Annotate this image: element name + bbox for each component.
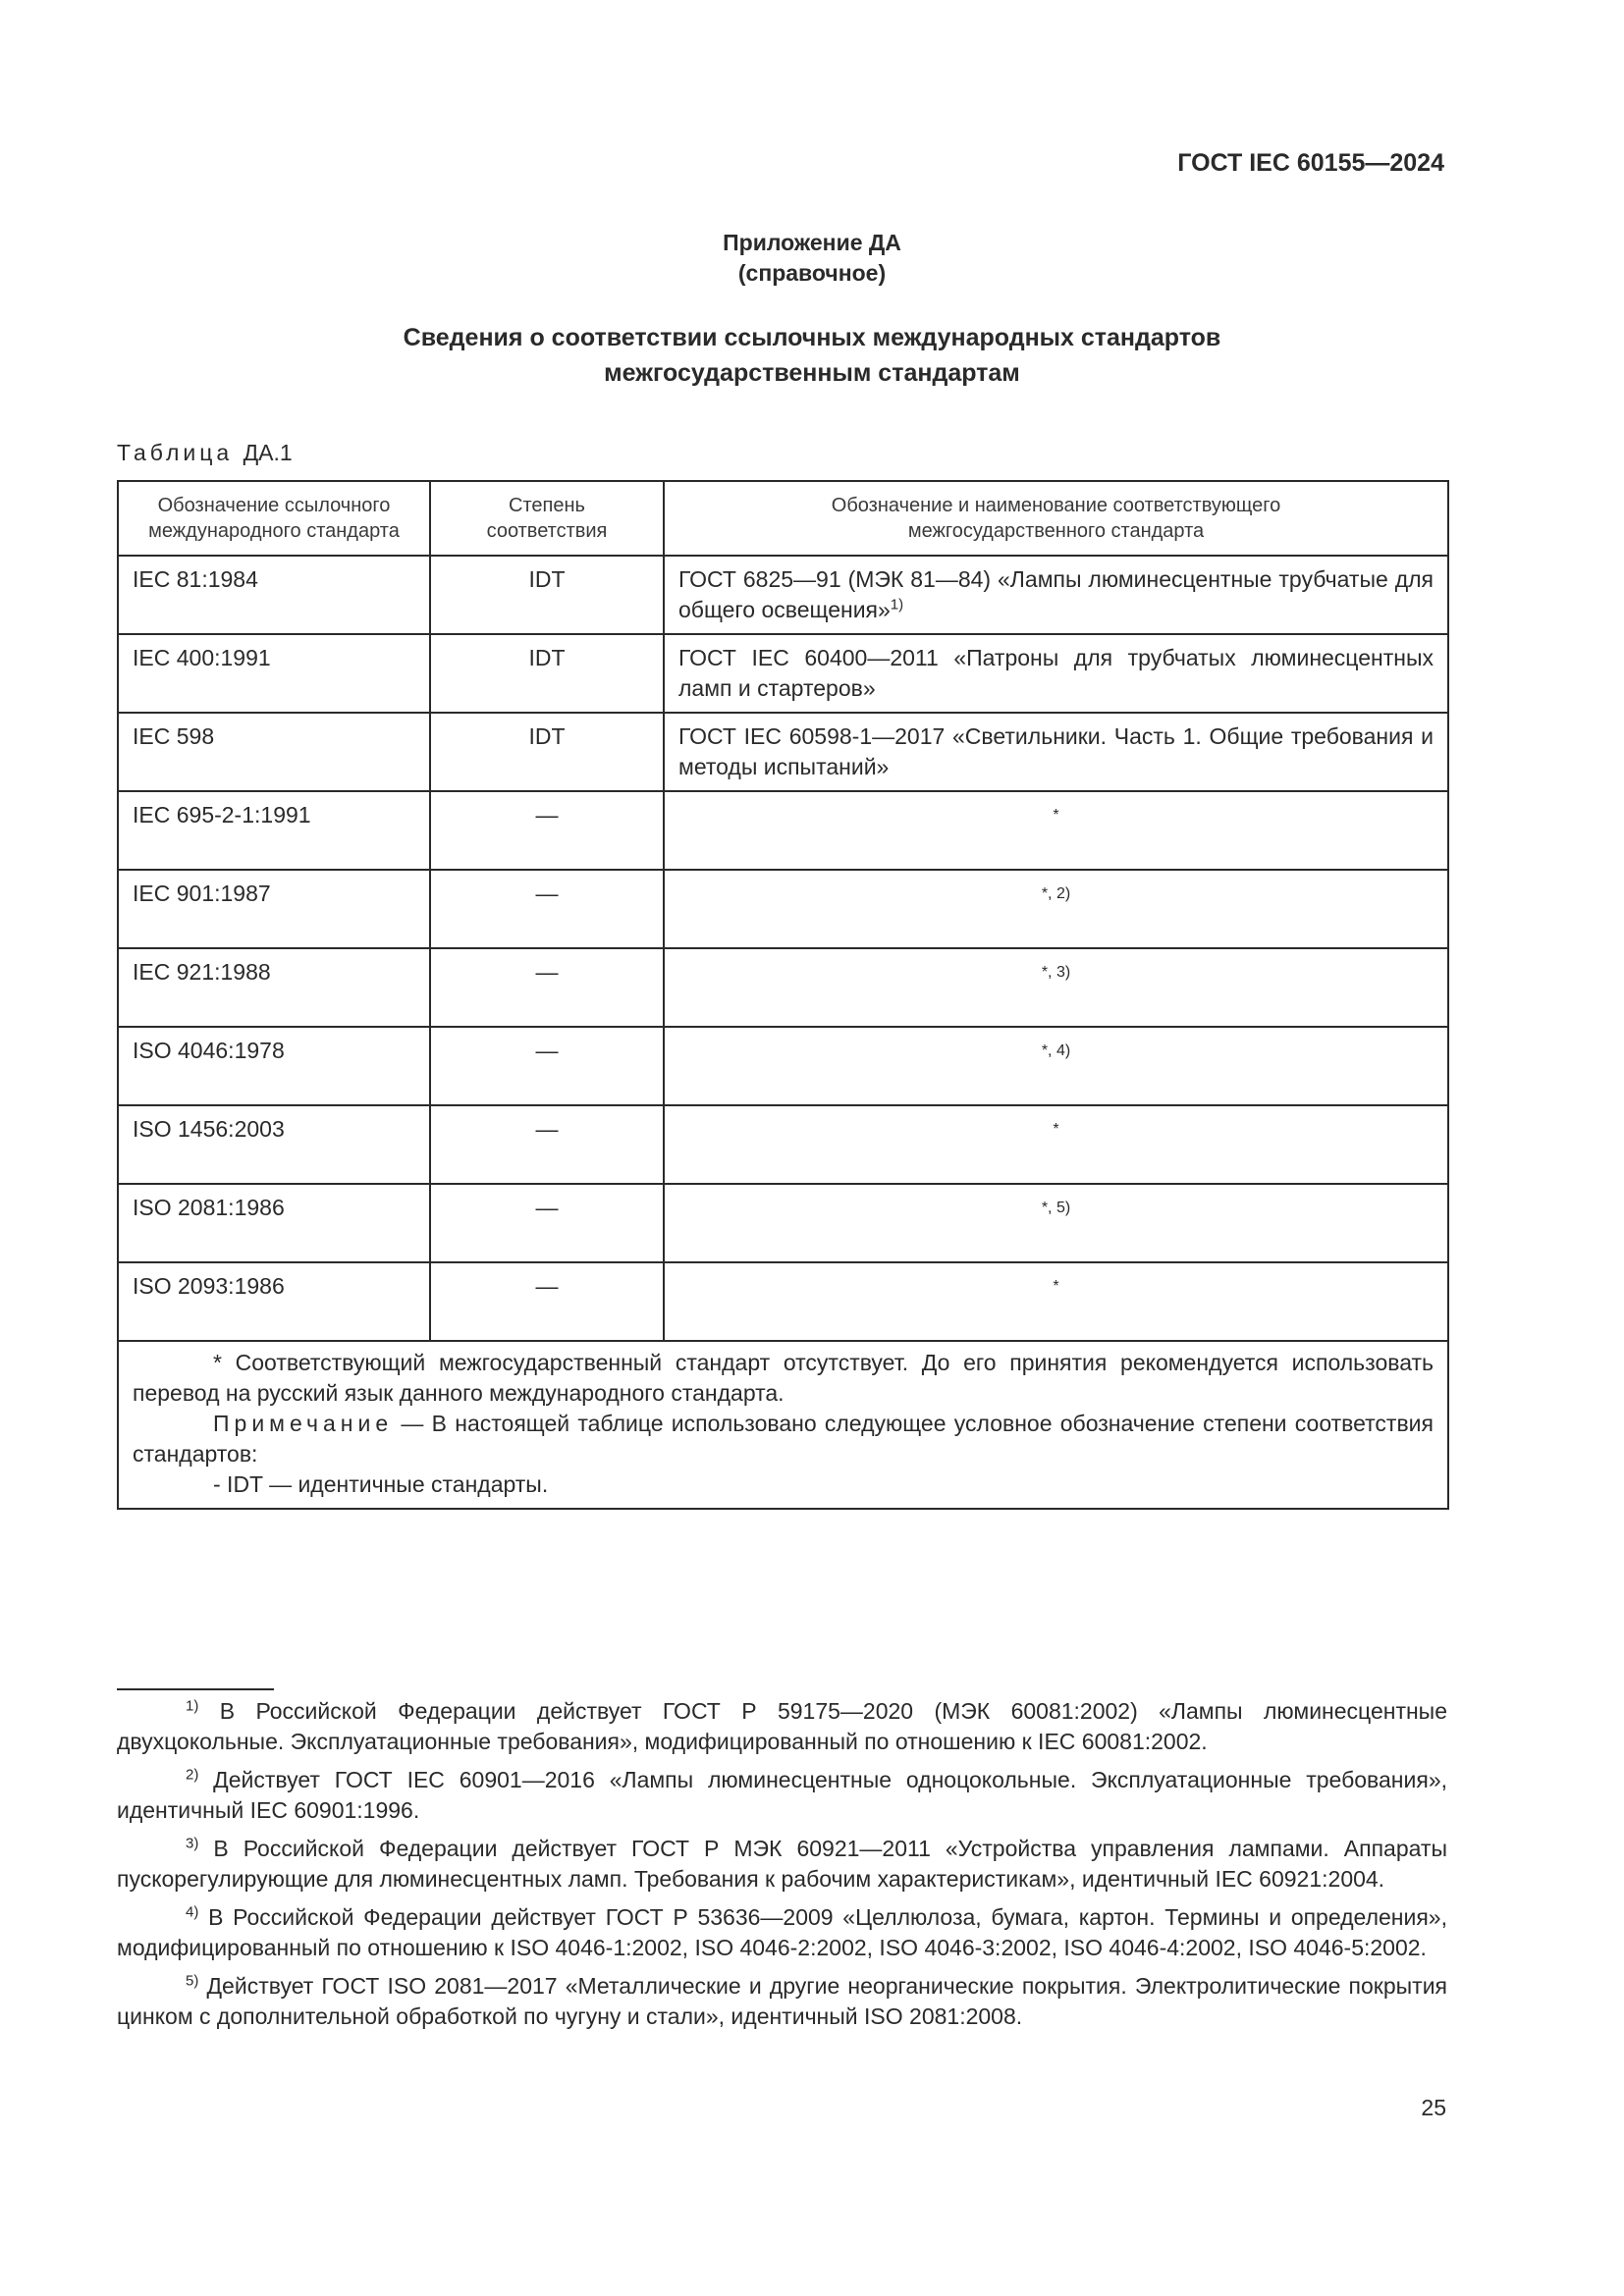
header-line: Обозначение и наименование соответствующего (831, 495, 1281, 516)
table-row (118, 634, 1448, 713)
table-notes-row (118, 1341, 1448, 1509)
cell-degree: — (430, 1105, 664, 1184)
annex-subtitle: (справочное) (737, 260, 887, 286)
cell-standard: IEC 81:1984 (118, 556, 430, 634)
header-line: Обозначение ссылочного (157, 495, 391, 516)
footnote-number: 2) (186, 1766, 199, 1784)
table-row (118, 1105, 1448, 1184)
cell-degree: — (430, 948, 664, 1027)
table-row (118, 1184, 1448, 1262)
table-row (118, 1262, 1448, 1341)
cell-standard: IEC 921:1988 (118, 948, 430, 1027)
cell-degree: — (430, 1184, 664, 1262)
cell-text: ГОСТ 6825—91 (МЭК 81—84) «Лампы люминесцентные трубчатые для общего освещения» (678, 566, 1434, 622)
note-text: — В настоящей таблице использовано следующее условное обозначение степени соответствия стандартов: (133, 1411, 1434, 1467)
header-line: Степень (509, 495, 585, 516)
cell-degree: — (430, 1027, 664, 1105)
table-notes (118, 1341, 1448, 1509)
section-title-line-1: Сведения о соответствии ссылочных международных стандартов (403, 324, 1221, 351)
cell-standard: IEC 695-2-1:1991 (118, 791, 430, 870)
footnote (117, 1971, 1447, 2032)
footnote-number: 4) (186, 1903, 199, 1921)
header-line: соответствия (486, 520, 608, 542)
footnote-ref: 1) (890, 596, 904, 614)
table-row (118, 791, 1448, 870)
table-caption-word: Таблица (117, 440, 234, 465)
note-paragraph (133, 1409, 1434, 1469)
cell-standard: IEC 901:1987 (118, 870, 430, 948)
cell-standard: IEC 400:1991 (118, 634, 430, 713)
cell-footnote-mark: * (664, 791, 1448, 870)
table-row (118, 948, 1448, 1027)
cell-footnote-mark: *, 3) (664, 948, 1448, 1027)
table-row (118, 556, 1448, 634)
header-interstate-standard (664, 481, 1448, 556)
table-row (118, 713, 1448, 791)
footnote-text: В Российской Федерации действует ГОСТ Р 59175—2020 (МЭК 60081:2002) «Лампы люминесцентные двухцокольные. Эксплуатационные требования», модифицированный по отношению к IEC 60081:2002. (117, 1698, 1447, 1754)
cell-degree: IDT (430, 713, 664, 791)
cell-degree: IDT (430, 556, 664, 634)
cell-footnote-mark: *, 2) (664, 870, 1448, 948)
footnotes (117, 1696, 1447, 2040)
standards-table (117, 480, 1449, 1510)
section-title-line-2: межгосударственным стандартам (604, 359, 1020, 387)
footnote-divider (117, 1688, 274, 1690)
header-degree (430, 481, 664, 556)
page-number: 25 (1421, 2095, 1446, 2120)
annex-title: Приложение ДА (723, 230, 901, 255)
cell-degree: — (430, 870, 664, 948)
footnote-text: В Российской Федерации действует ГОСТ Р МЭК 60921—2011 «Устройства управления лампами. Аппараты пускорегулирующие для люминесцентных ламп. Требования к рабочим характеристикам», идентичный IEC 60921:2004. (117, 1836, 1447, 1892)
cell-footnote-mark: * (664, 1262, 1448, 1341)
cell-degree: — (430, 1262, 664, 1341)
asterisk-note: * Соответствующий межгосударственный стандарт отсутствует. До его принятия рекомендуется использовать перевод на русский язык данного международного стандарта. (133, 1350, 1434, 1406)
footnote (117, 1834, 1447, 1895)
header-line: международного стандарта (148, 520, 400, 542)
footnote-text: Действует ГОСТ ISO 2081—2017 «Металлические и другие неорганические покрытия. Электролитические покрытия цинком с дополнительной обработкой по чугуну и стали», идентичный ISO 2081:2008. (117, 1973, 1447, 2029)
cell-interstate-standard (664, 556, 1448, 634)
cell-standard: IEC 598 (118, 713, 430, 791)
cell-footnote-mark: *, 4) (664, 1027, 1448, 1105)
table-row (118, 1027, 1448, 1105)
cell-interstate-standard: ГОСТ IEC 60400—2011 «Патроны для трубчатых люминесцентных ламп и стартеров» (664, 634, 1448, 713)
annex-heading (0, 228, 1624, 289)
cell-degree: — (430, 791, 664, 870)
cell-standard: ISO 2093:1986 (118, 1262, 430, 1341)
footnote (117, 1902, 1447, 1963)
footnote (117, 1696, 1447, 1757)
cell-standard: ISO 2081:1986 (118, 1184, 430, 1262)
document-code: ГОСТ IEC 60155—2024 (1177, 149, 1444, 177)
table-caption-number: ДА.1 (243, 440, 293, 465)
cell-footnote-mark: *, 5) (664, 1184, 1448, 1262)
table-caption (117, 440, 293, 466)
footnote-text: В Российской Федерации действует ГОСТ Р 53636—2009 «Целлюлоза, бумага, картон. Термины и определения», модифицированный по отношению к ISO 4046-1:2002, ISO 4046-2:2002, ISO 4046-3:2002, ISO 4046-4:2002, ISO 4046-5:2002. (117, 1904, 1447, 1960)
section-title (0, 320, 1624, 391)
footnote-number: 5) (186, 1972, 199, 1990)
header-line: межгосударственного стандарта (907, 520, 1205, 542)
footnote-number: 1) (186, 1697, 199, 1715)
cell-degree: IDT (430, 634, 664, 713)
footnote-text: Действует ГОСТ IEC 60901—2016 «Лампы люминесцентные одноцокольные. Эксплуатационные требования», идентичный IEC 60901:1996. (117, 1767, 1447, 1823)
cell-standard: ISO 1456:2003 (118, 1105, 430, 1184)
table-header-row (118, 481, 1448, 556)
footnote-number: 3) (186, 1835, 199, 1852)
idt-definition: - IDT — идентичные стандарты. (213, 1471, 549, 1497)
table-row (118, 870, 1448, 948)
cell-interstate-standard: ГОСТ IEC 60598-1—2017 «Светильники. Часть 1. Общие требования и методы испытаний» (664, 713, 1448, 791)
cell-footnote-mark: * (664, 1105, 1448, 1184)
cell-standard: ISO 4046:1978 (118, 1027, 430, 1105)
note-label: Примечание (213, 1411, 394, 1436)
footnote (117, 1765, 1447, 1826)
header-international-standard (118, 481, 430, 556)
